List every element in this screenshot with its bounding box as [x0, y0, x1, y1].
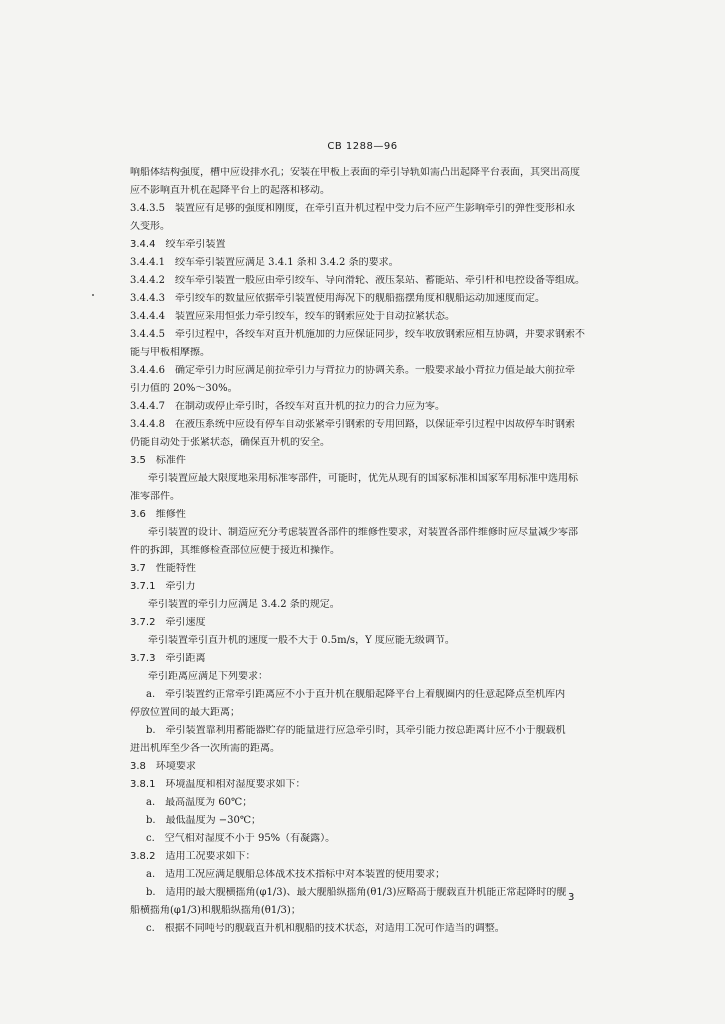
section-heading: 3.5 标准件 — [130, 455, 186, 466]
section-heading: 3.7.2 牵引速度 — [130, 617, 206, 628]
text-line: 进出机库至少各一次所需的距离。 — [130, 743, 280, 754]
section-heading: 3.4.4 绞车牵引装置 — [130, 239, 226, 250]
text-line: 3.4.4.6 确定牵引力时应满足前拉牵引力与背拉力的协调关系。一般要求最小背拉力值是最大前拉牵 — [130, 365, 575, 376]
page-number: 3 — [568, 892, 575, 903]
section-heading: 3.7.1 牵引力 — [130, 581, 196, 592]
text-line: a. 适用工况应满足舰船总体战术技术指标中对本装置的使用要求； — [146, 869, 446, 880]
text-line: 3.4.4.5 牵引过程中，各绞车对直升机施加的力应保证同步，绞车收放钢索应相互协调，并要求钢索不 — [130, 329, 585, 340]
text-line: b. 牵引装置靠利用蓄能器贮存的能量进行应急牵引时，其牵引能力按总距离计应不小于舰载机 — [146, 725, 566, 736]
text-line: 准零部件。 — [130, 491, 180, 502]
text-line: 3.4.4.4 装置应采用恒张力牵引绞车，绞车的钢索应处于自动拉紧状态。 — [130, 311, 455, 322]
text-line: 引力值的 20%～30%。 — [130, 383, 238, 394]
text-line: 牵引装置应最大限度地采用标准零部件，可能时，优先从现有的国家标准和国家军用标准中选用标 — [148, 473, 578, 484]
text-line: a. 牵引装置约正常牵引距离应不小于直升机在舰船起降平台上着舰圈内的任意起降点至机库内 — [146, 689, 566, 700]
text-line: 3.4.4.1 绞车牵引装置应满足 3.4.1 条和 3.4.2 条的要求。 — [130, 257, 399, 268]
section-heading: 3.7 性能特性 — [130, 563, 196, 574]
text-line: 3.4.4.7 在制动或停止牵引时，各绞车对直升机的拉力的合力应为零。 — [130, 401, 445, 412]
section-heading: 3.6 维修性 — [130, 509, 186, 520]
section-heading: 3.8.1 环境温度和相对湿度要求如下： — [130, 779, 306, 790]
text-line: 应不影响直升机在起降平台上的起落和移动。 — [130, 185, 330, 196]
scan-speck — [92, 294, 94, 296]
text-line: c. 空气相对湿度不小于 95%（有凝露）。 — [146, 833, 336, 844]
text-line: 船横摇角(φ1/3)和舰船纵摇角(θ1/3)； — [130, 905, 301, 916]
text-line: 久变形。 — [130, 221, 170, 232]
text-line: 停放位置间的最大距离； — [130, 707, 240, 718]
text-line: 3.4.3.5 装置应有足够的强度和刚度，在牵引直升机过程中受力后不应产生影响牵引的弹性变形和永 — [130, 203, 575, 214]
text-line: b. 最低温度为 −30℃； — [146, 815, 262, 826]
text-line: 牵引装置的设计、制造应充分考虑装置各部件的维修性要求，对装置各部件维修时应尽量减少零部 — [148, 527, 578, 538]
text-line: 3.4.4.3 牵引绞车的数量应依据牵引装置使用海况下的舰船摇摆角度和舰船运动加速度而定。 — [130, 293, 545, 304]
text-line: 牵引装置牵引直升机的速度一般不大于 0.5m/s，Y 度应能无级调节。 — [148, 635, 455, 646]
text-line: 牵引距离应满足下列要求： — [148, 671, 268, 682]
text-line: 3.4.4.2 绞车牵引装置一般应由牵引绞车、导向滑轮、液压泵站、蓄能站、牵引杆和电控设备等组成。 — [130, 275, 585, 286]
text-line: 仍能自动处于张紧状态，确保直升机的安全。 — [130, 437, 330, 448]
document-body — [130, 167, 600, 941]
page-header: CB 1288—96 — [327, 141, 398, 152]
section-heading: 3.8 环境要求 — [130, 761, 196, 772]
text-line: c. 根据不同吨号的舰载直升机和舰船的技术状态，对适用工况可作适当的调整。 — [146, 923, 505, 934]
text-line: b. 适用的最大舰横摇角(φ1/3)、最大舰船纵摇角(θ1/3)应略高于舰载直升机能正常起降时的舰 — [146, 887, 567, 898]
text-line: 3.4.4.8 在液压系统中应设有停车自动张紧牵引钢索的专用回路，以保证牵引过程中因故停车时钢索 — [130, 419, 575, 430]
text-line: 能与甲板相摩擦。 — [130, 347, 210, 358]
section-heading: 3.8.2 适用工况要求如下： — [130, 851, 256, 862]
text-line: a. 最高温度为 60℃； — [146, 797, 253, 808]
text-line: 响船体结构强度，槽中应设排水孔；安装在甲板上表面的牵引导轨如需凸出起降平台表面，其突出高度 — [130, 167, 580, 178]
section-heading: 3.7.3 牵引距离 — [130, 653, 206, 664]
text-line: 件的拆卸，其维修检查部位应便于接近和操作。 — [130, 545, 340, 556]
text-line: 牵引装置的牵引力应满足 3.4.2 条的规定。 — [148, 599, 340, 610]
